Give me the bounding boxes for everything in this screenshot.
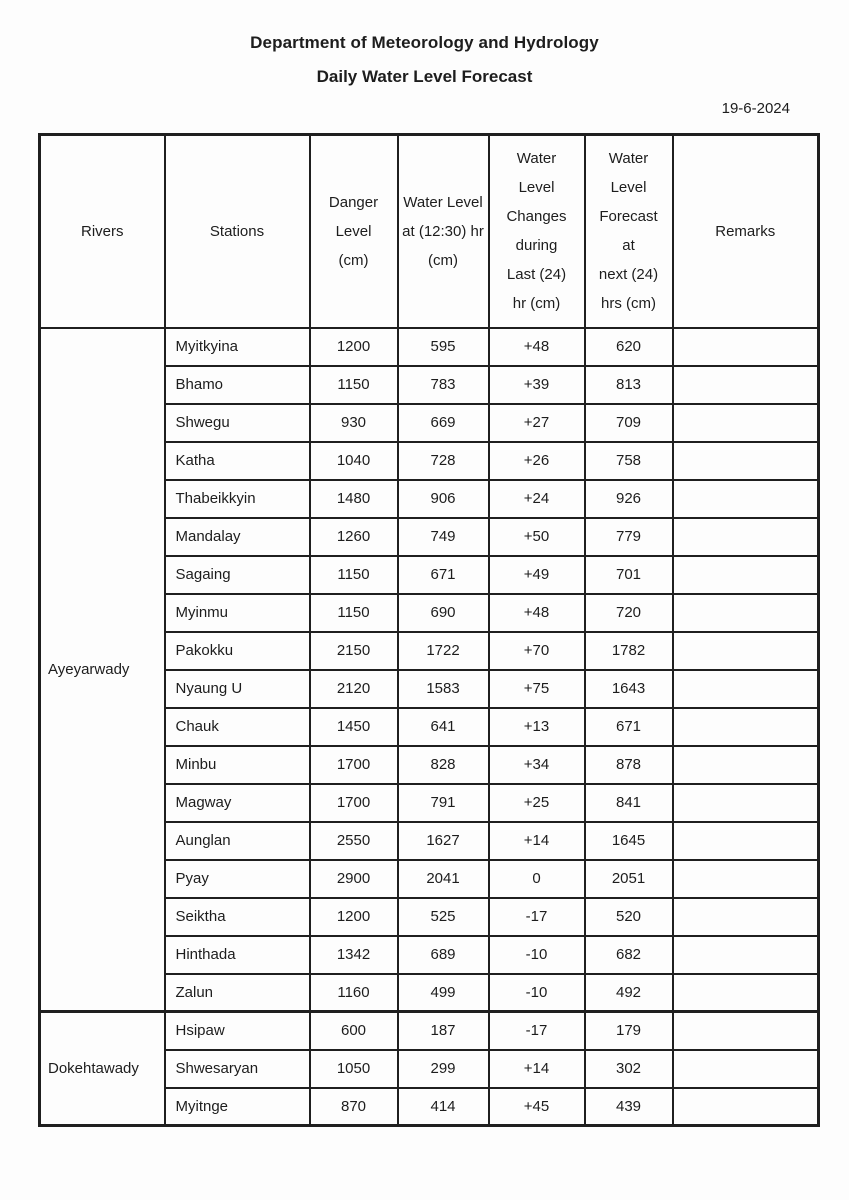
danger-level-cell: 1260 (310, 518, 398, 556)
remarks-cell (673, 1050, 819, 1088)
forecast-cell: 720 (585, 594, 673, 632)
forecast-cell: 701 (585, 556, 673, 594)
column-header-forecast: Water Level Forecast at next (24) hrs (cm) (585, 135, 673, 328)
change-cell: +75 (489, 670, 585, 708)
station-cell: Mandalay (165, 518, 310, 556)
forecast-cell: 492 (585, 974, 673, 1012)
change-cell: +24 (489, 480, 585, 518)
forecast-cell: 841 (585, 784, 673, 822)
forecast-cell: 709 (585, 404, 673, 442)
change-cell: 0 (489, 860, 585, 898)
station-cell: Myinmu (165, 594, 310, 632)
forecast-cell: 813 (585, 366, 673, 404)
water-level-cell: 669 (398, 404, 489, 442)
station-cell: Chauk (165, 708, 310, 746)
danger-level-cell: 1160 (310, 974, 398, 1012)
water-level-cell: 499 (398, 974, 489, 1012)
change-cell: +27 (489, 404, 585, 442)
danger-level-cell: 1040 (310, 442, 398, 480)
remarks-cell (673, 708, 819, 746)
change-cell: -17 (489, 898, 585, 936)
water-level-forecast-table (38, 133, 820, 1127)
page-title: Department of Meteorology and Hydrology (250, 33, 599, 52)
change-cell: +45 (489, 1088, 585, 1126)
station-cell: Magway (165, 784, 310, 822)
station-cell: Katha (165, 442, 310, 480)
remarks-cell (673, 746, 819, 784)
danger-level-cell: 1700 (310, 784, 398, 822)
remarks-cell (673, 784, 819, 822)
report-date: 19-6-2024 (721, 100, 790, 117)
forecast-cell: 2051 (585, 860, 673, 898)
station-cell: Thabeikkyin (165, 480, 310, 518)
station-cell: Pyay (165, 860, 310, 898)
change-cell: +49 (489, 556, 585, 594)
water-level-cell: 906 (398, 480, 489, 518)
change-cell: +39 (489, 366, 585, 404)
column-header-water-level: Water Level at (12:30) hr (cm) (398, 135, 489, 328)
column-header-stations: Stations (165, 135, 310, 328)
station-cell: Aunglan (165, 822, 310, 860)
change-cell: +14 (489, 1050, 585, 1088)
change-cell: +14 (489, 822, 585, 860)
forecast-cell: 758 (585, 442, 673, 480)
forecast-cell: 439 (585, 1088, 673, 1126)
danger-level-cell: 1150 (310, 366, 398, 404)
water-level-cell: 414 (398, 1088, 489, 1126)
change-cell: +26 (489, 442, 585, 480)
water-level-cell: 299 (398, 1050, 489, 1088)
water-level-cell: 187 (398, 1012, 489, 1050)
water-level-cell: 641 (398, 708, 489, 746)
water-level-cell: 783 (398, 366, 489, 404)
remarks-cell (673, 898, 819, 936)
station-cell: Sagaing (165, 556, 310, 594)
danger-level-cell: 2150 (310, 632, 398, 670)
water-level-cell: 2041 (398, 860, 489, 898)
forecast-cell: 1782 (585, 632, 673, 670)
danger-level-cell: 600 (310, 1012, 398, 1050)
column-header-remarks: Remarks (673, 135, 819, 328)
change-cell: +70 (489, 632, 585, 670)
forecast-cell: 682 (585, 936, 673, 974)
danger-level-cell: 1700 (310, 746, 398, 784)
remarks-cell (673, 974, 819, 1012)
danger-level-cell: 930 (310, 404, 398, 442)
danger-level-cell: 1150 (310, 594, 398, 632)
water-level-cell: 749 (398, 518, 489, 556)
station-cell: Myitnge (165, 1088, 310, 1126)
danger-level-cell: 2120 (310, 670, 398, 708)
water-level-cell: 595 (398, 328, 489, 366)
column-header-rivers: Rivers (40, 135, 165, 328)
remarks-cell (673, 1012, 819, 1050)
remarks-cell (673, 404, 819, 442)
danger-level-cell: 870 (310, 1088, 398, 1126)
station-cell: Shwegu (165, 404, 310, 442)
forecast-cell: 926 (585, 480, 673, 518)
page-subtitle: Daily Water Level Forecast (316, 67, 533, 86)
forecast-cell: 779 (585, 518, 673, 556)
remarks-cell (673, 594, 819, 632)
danger-level-cell: 1050 (310, 1050, 398, 1088)
forecast-cell: 671 (585, 708, 673, 746)
station-cell: Zalun (165, 974, 310, 1012)
remarks-cell (673, 442, 819, 480)
table-row (40, 1012, 819, 1050)
remarks-cell (673, 480, 819, 518)
table-header-row (40, 135, 819, 328)
remarks-cell (673, 822, 819, 860)
forecast-cell: 520 (585, 898, 673, 936)
column-header-danger-level: Danger Level (cm) (310, 135, 398, 328)
station-cell: Bhamo (165, 366, 310, 404)
danger-level-cell: 1480 (310, 480, 398, 518)
station-cell: Seiktha (165, 898, 310, 936)
remarks-cell (673, 556, 819, 594)
danger-level-cell: 1200 (310, 328, 398, 366)
forecast-cell: 1643 (585, 670, 673, 708)
station-cell: Hsipaw (165, 1012, 310, 1050)
change-cell: -17 (489, 1012, 585, 1050)
remarks-cell (673, 670, 819, 708)
water-level-cell: 728 (398, 442, 489, 480)
station-cell: Minbu (165, 746, 310, 784)
water-level-cell: 1722 (398, 632, 489, 670)
water-level-cell: 791 (398, 784, 489, 822)
water-level-cell: 525 (398, 898, 489, 936)
forecast-cell: 878 (585, 746, 673, 784)
remarks-cell (673, 860, 819, 898)
change-cell: +34 (489, 746, 585, 784)
remarks-cell (673, 328, 819, 366)
danger-level-cell: 1150 (310, 556, 398, 594)
table-row (40, 328, 819, 366)
danger-level-cell: 2900 (310, 860, 398, 898)
water-level-cell: 689 (398, 936, 489, 974)
remarks-cell (673, 1088, 819, 1126)
remarks-cell (673, 518, 819, 556)
water-level-cell: 671 (398, 556, 489, 594)
river-cell: Dokehtawady (40, 1012, 165, 1126)
danger-level-cell: 1200 (310, 898, 398, 936)
remarks-cell (673, 936, 819, 974)
change-cell: +13 (489, 708, 585, 746)
remarks-cell (673, 366, 819, 404)
station-cell: Nyaung U (165, 670, 310, 708)
danger-level-cell: 1342 (310, 936, 398, 974)
water-level-cell: 1627 (398, 822, 489, 860)
station-cell: Pakokku (165, 632, 310, 670)
water-level-cell: 690 (398, 594, 489, 632)
river-cell: Ayeyarwady (40, 328, 165, 1012)
forecast-cell: 302 (585, 1050, 673, 1088)
forecast-cell: 179 (585, 1012, 673, 1050)
station-cell: Hinthada (165, 936, 310, 974)
change-cell: +48 (489, 328, 585, 366)
danger-level-cell: 1450 (310, 708, 398, 746)
station-cell: Shwesaryan (165, 1050, 310, 1088)
remarks-cell (673, 632, 819, 670)
change-cell: -10 (489, 936, 585, 974)
change-cell: +25 (489, 784, 585, 822)
station-cell: Myitkyina (165, 328, 310, 366)
danger-level-cell: 2550 (310, 822, 398, 860)
column-header-changes: Water Level Changes during Last (24) hr (cm) (489, 135, 585, 328)
water-level-cell: 828 (398, 746, 489, 784)
forecast-cell: 1645 (585, 822, 673, 860)
change-cell: -10 (489, 974, 585, 1012)
change-cell: +48 (489, 594, 585, 632)
change-cell: +50 (489, 518, 585, 556)
water-level-cell: 1583 (398, 670, 489, 708)
forecast-cell: 620 (585, 328, 673, 366)
